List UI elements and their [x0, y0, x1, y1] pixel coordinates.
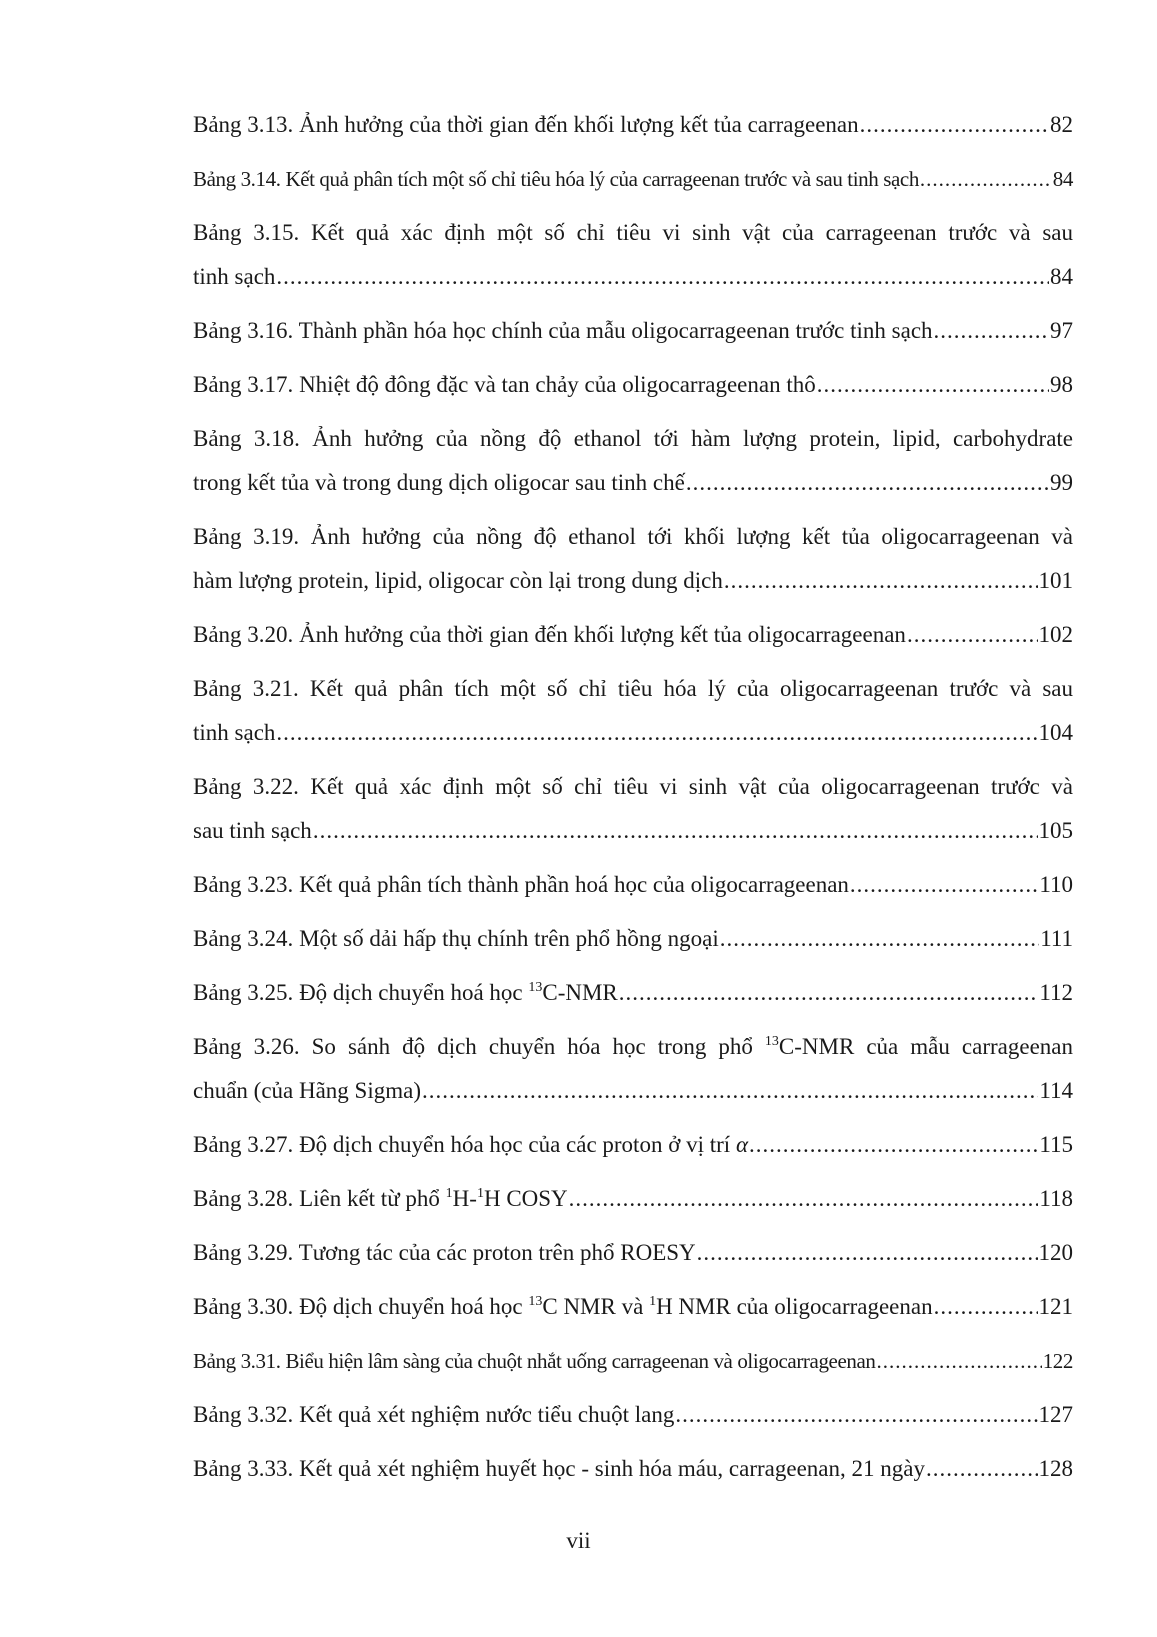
entry-title-post: C-NMR [542, 980, 618, 1005]
toc-entry-3-13[interactable] [193, 103, 1073, 147]
entry-page-number: 84 [1052, 167, 1073, 191]
entry-page-number: 127 [1038, 1402, 1073, 1427]
entry-label: Bảng 3.23. [193, 872, 294, 897]
dot-leader [926, 1447, 1038, 1491]
superscript: 1 [476, 1186, 484, 1201]
entry-title-pre: Liên kết từ phổ [299, 1186, 446, 1211]
entry-title: Kết quả xét nghiệm nước tiểu chuột lang [299, 1402, 675, 1427]
superscript: 13 [764, 1034, 779, 1049]
dot-leader [675, 1393, 1037, 1437]
entry-title-pre: So sánh độ dịch chuyển hóa học trong phổ [311, 1034, 765, 1059]
entry-title: Nhiệt độ đông đặc và tan chảy của oligocarrageenan thô [299, 372, 816, 397]
dot-leader [850, 863, 1038, 907]
entry-title-line2: hàm lượng protein, lipid, oligocar còn lại trong dung dịch [193, 568, 723, 593]
entry-title: Tương tác của các proton trên phổ ROESY [298, 1240, 696, 1265]
toc-entry-3-33[interactable] [193, 1447, 1073, 1491]
entry-label: Bảng 3.18. [193, 426, 300, 451]
dot-leader [422, 1069, 1038, 1113]
entry-title-line2: trong kết tủa và trong dung dịch oligocar sau tinh chế [193, 470, 685, 495]
entry-page-number: 101 [1038, 568, 1073, 593]
entry-title: Một số dải hấp thụ chính trên phổ hồng ngoại [299, 926, 719, 951]
alpha-symbol: α [735, 1132, 749, 1157]
entry-label: Bảng 3.21. [193, 676, 299, 701]
entry-title-post: H COSY [483, 1186, 568, 1211]
entry-title: Độ dịch chuyển hóa học của các proton ở vị trí [299, 1132, 731, 1157]
entry-title-line1: Kết quả phân tích một số chỉ tiêu hóa lý của oligocarrageenan trước và sau [309, 676, 1073, 701]
entry-label: Bảng 3.19. [193, 524, 300, 549]
entry-page-number: 97 [1050, 318, 1073, 343]
entry-label: Bảng 3.24. [193, 926, 294, 951]
entry-title: Kết quả phân tích một số chỉ tiêu hóa lý của carrageenan trước và sau tinh sạch [285, 167, 919, 191]
dot-leader [860, 103, 1049, 147]
toc-entry-3-29[interactable] [193, 1231, 1073, 1275]
entry-title-line1: Ảnh hưởng của nồng độ ethanol tới khối lượng kết tủa oligocarrageenan và [310, 524, 1073, 549]
dot-leader [686, 461, 1049, 505]
toc-entry-3-25[interactable] [193, 971, 1073, 1015]
dot-leader [934, 309, 1049, 353]
entry-title-line2: sau tinh sạch [193, 818, 312, 843]
toc-entry-3-19[interactable] [193, 515, 1073, 603]
entry-title: Kết quả phân tích thành phần hoá học của oligocarrageenan [299, 872, 849, 897]
entry-page-number: 98 [1050, 372, 1073, 397]
toc-entry-3-28[interactable] [193, 1177, 1073, 1221]
superscript: 1 [445, 1186, 453, 1201]
entry-title: Biểu hiện lâm sàng của chuột nhắt uống carrageenan và oligocarrageenan [285, 1349, 876, 1373]
toc-entry-3-24[interactable] [193, 917, 1073, 961]
entry-page-number: 111 [1040, 926, 1073, 951]
entry-title-pre: Độ dịch chuyển hoá học [299, 1294, 529, 1319]
entry-title-post: C-NMR của mẫu carrageenan [778, 1034, 1073, 1059]
entry-title: Ảnh hưởng của thời gian đến khối lượng kết tủa oligocarrageenan [299, 622, 906, 647]
entry-label: Bảng 3.22. [193, 774, 299, 799]
entry-title-mid: H- [452, 1186, 477, 1211]
entry-label: Bảng 3.33. [193, 1456, 294, 1481]
dot-leader [749, 1123, 1038, 1167]
entry-page-number: 115 [1039, 1132, 1073, 1157]
entry-label: Bảng 3.13. [193, 112, 294, 137]
entry-page-number: 104 [1038, 720, 1073, 745]
toc-entry-3-30[interactable] [193, 1285, 1073, 1329]
dot-leader [313, 809, 1038, 853]
entry-title-line1: Kết quả xác định một số chỉ tiêu vi sinh vật của carrageenan trước và sau [310, 220, 1073, 245]
dot-leader [817, 363, 1049, 407]
table-of-contents [193, 103, 1073, 1501]
entry-label: Bảng 3.25. [193, 980, 294, 1005]
entry-title-line1: Kết quả xác định một số chỉ tiêu vi sinh vật của oligocarrageenan trước và [310, 774, 1073, 799]
entry-label: Bảng 3.16. [193, 318, 294, 343]
entry-page-number: 114 [1039, 1078, 1073, 1103]
entry-label: Bảng 3.17. [193, 372, 294, 397]
dot-leader [724, 559, 1038, 603]
dot-leader [569, 1177, 1039, 1221]
entry-page-number: 105 [1038, 818, 1073, 843]
superscript: 13 [528, 980, 543, 995]
dot-leader [276, 711, 1037, 755]
dot-leader [877, 1339, 1042, 1383]
entry-page-number: 84 [1050, 264, 1073, 289]
entry-page-number: 120 [1038, 1240, 1073, 1265]
toc-entry-3-16[interactable] [193, 309, 1073, 353]
dot-leader [276, 255, 1049, 299]
dot-leader [907, 613, 1038, 657]
entry-label: Bảng 3.28. [193, 1186, 294, 1211]
entry-page-number: 112 [1039, 980, 1073, 1005]
entry-title: Ảnh hưởng của thời gian đến khối lượng kết tủa carrageenan [299, 112, 859, 137]
entry-page-number: 122 [1042, 1349, 1073, 1373]
entry-label: Bảng 3.26. [193, 1034, 300, 1059]
entry-page-number: 102 [1038, 622, 1073, 647]
entry-title-post: H NMR của oligocarrageenan [656, 1294, 933, 1319]
entry-page-number: 99 [1050, 470, 1073, 495]
entry-title: Thành phần hóa học chính của mẫu oligocarrageenan trước tinh sạch [298, 318, 933, 343]
entry-title-line2: chuẩn (của Hãng Sigma) [193, 1078, 422, 1103]
entry-label: Bảng 3.20. [193, 622, 294, 647]
entry-title-line1: Ảnh hưởng của nồng độ ethanol tới hàm lượng protein, lipid, carbohydrate [312, 426, 1073, 451]
toc-entry-3-23[interactable] [193, 863, 1073, 907]
toc-entry-3-32[interactable] [193, 1393, 1073, 1437]
entry-label: Bảng 3.31. [193, 1349, 281, 1373]
entry-title-line2: tinh sạch [193, 720, 276, 745]
dot-leader [619, 971, 1039, 1015]
entry-label: Bảng 3.15. [193, 220, 300, 245]
entry-page-number: 110 [1039, 872, 1073, 897]
entry-title-line2: tinh sạch [193, 264, 276, 289]
entry-title-pre: Độ dịch chuyển hoá học [299, 980, 529, 1005]
toc-entry-3-21[interactable] [193, 667, 1073, 755]
entry-page-number: 118 [1039, 1186, 1073, 1211]
toc-entry-3-26[interactable] [193, 1025, 1073, 1113]
superscript: 1 [649, 1294, 657, 1309]
toc-entry-3-15[interactable] [193, 211, 1073, 299]
entry-label: Bảng 3.32. [193, 1402, 294, 1427]
entry-label: Bảng 3.27. [193, 1132, 294, 1157]
toc-entry-3-14[interactable] [193, 157, 1073, 201]
toc-entry-3-20[interactable] [193, 613, 1073, 657]
entry-title-mid: C NMR và [542, 1294, 650, 1319]
dot-leader [920, 157, 1052, 201]
superscript: 13 [528, 1294, 543, 1309]
entry-page-number: 82 [1050, 112, 1073, 137]
toc-entry-3-31[interactable] [193, 1339, 1073, 1383]
entry-label: Bảng 3.30. [193, 1294, 294, 1319]
entry-label: Bảng 3.29. [193, 1240, 294, 1265]
entry-page-number: 128 [1038, 1456, 1073, 1481]
toc-entry-3-22[interactable] [193, 765, 1073, 853]
toc-entry-3-18[interactable] [193, 417, 1073, 505]
toc-entry-3-17[interactable] [193, 363, 1073, 407]
entry-label: Bảng 3.14. [193, 167, 281, 191]
entry-page-number: 121 [1038, 1294, 1073, 1319]
dot-leader [934, 1285, 1038, 1329]
entry-title: Kết quả xét nghiệm huyết học - sinh hóa máu, carrageenan, 21 ngày [299, 1456, 925, 1481]
page-number-footer: vii [566, 1528, 591, 1553]
dot-leader [697, 1231, 1038, 1275]
toc-entry-3-27[interactable] [193, 1123, 1073, 1167]
dot-leader [720, 917, 1039, 961]
